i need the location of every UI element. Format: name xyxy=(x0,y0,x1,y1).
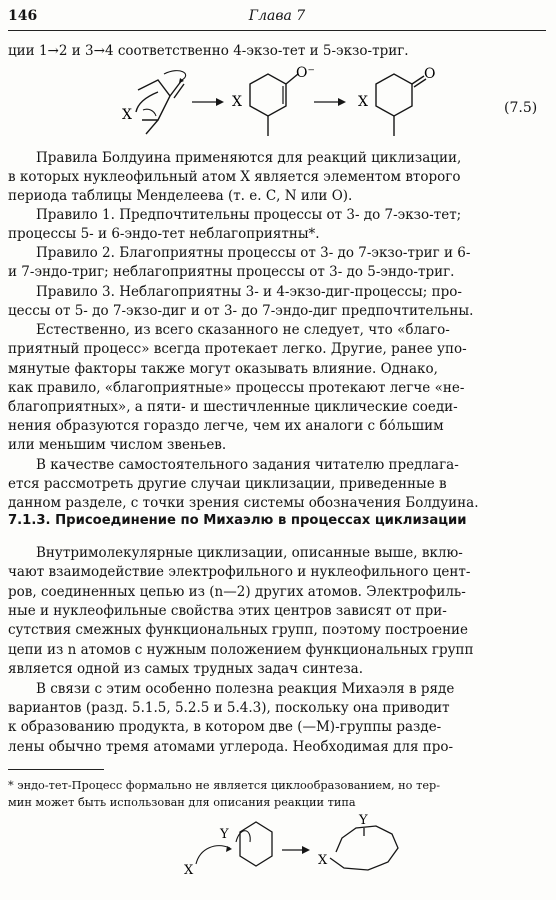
reaction-arrow-2 xyxy=(314,98,346,106)
text-line-2: Правила Болдуина применяются для реакций циклизации, xyxy=(36,150,462,166)
text-line-5: Правило 1. Предпочтительны процессы от 3- до 7-экзо-тет; xyxy=(36,207,462,223)
footnote-line-2: мин может быть использован для описания реакции типа xyxy=(8,796,356,809)
text-line-10: цессы от 5- до 7-экзо-диг и от 3- до 7-эндо-диг предпочтительны. xyxy=(8,303,474,319)
text-line-13: мянутые факторы также могут оказывать влияние. Однако, xyxy=(8,361,438,377)
text-line-1: ции 1→2 и 3→4 соответственно 4-экзо-тет и 5-экзо-триг. xyxy=(8,43,409,59)
product-oxygen: O xyxy=(424,66,436,82)
reactant-atom-x: X xyxy=(122,107,132,123)
text-line-b-7: является одной из самых трудных задач синтеза. xyxy=(8,661,364,677)
text-line-b-5: сутствия смежных функциональных групп, поэтому построение xyxy=(8,622,469,638)
text-line-b-2: чают взаимодействие электрофильного и нуклеофильного цент- xyxy=(8,564,471,580)
text-line-12: приятный процесс» всегда протекает легко. Другие, ранее упо- xyxy=(8,341,467,357)
intermediate-atom-x: X xyxy=(232,94,242,110)
footnote-reactant-atom-y: Y xyxy=(220,827,229,842)
footnote-rule xyxy=(8,769,104,770)
equation-number: (7.5) xyxy=(504,100,538,116)
page-number: 146 xyxy=(8,8,38,24)
text-line-b-10: к образованию продукта, в котором две (—M)-группы разде- xyxy=(8,719,442,735)
text-line-14: как правило, «благоприятные» процессы протекают легче «не- xyxy=(8,380,465,396)
text-line-7: Правило 2. Благоприятны процессы от 3- до 7-экзо-триг и 6- xyxy=(36,245,471,261)
text-line-b-4: ные и нуклеофильные свойства этих центров зависят от при- xyxy=(8,603,447,619)
text-line-4: периода таблицы Менделеева (т. е. С, N или О). xyxy=(8,188,353,204)
intermediate-oxygen-anion: O⁻ xyxy=(296,66,315,81)
product-atom-x: X xyxy=(358,94,368,110)
text-line-17: или меньшим числом звеньев. xyxy=(8,437,227,453)
text-line-3: в которых нуклеофильный атом X является элементом второго xyxy=(8,169,461,185)
text-line-b-1: Внутримолекулярные циклизации, описанные выше, вклю- xyxy=(36,545,463,561)
footnote-product-atom-x: X xyxy=(318,853,328,868)
text-line-8: и 7-эндо-триг; неблагоприятны процессы от 3- до 5-эндо-триг. xyxy=(8,264,455,280)
text-line-b-11: лены обычно тремя атомами углерода. Необходимая для про- xyxy=(8,739,454,755)
reaction-arrow-1 xyxy=(192,98,224,106)
footnote-reactant-atom-x: X xyxy=(184,863,194,878)
text-line-6: процессы 5- и 6-эндо-тет неблагоприятны*. xyxy=(8,226,320,242)
footnote-line-1: * эндо-тет-Процесс формально не является циклообразованием, но тер- xyxy=(8,779,441,792)
cyclic-ketone-product-structure xyxy=(376,74,426,136)
footnote-reaction-scheme xyxy=(180,814,420,890)
text-line-b-3: ров, соединенных цепью из (n—2) других атомов. Электрофиль- xyxy=(8,584,466,600)
text-line-15: благоприятных», а пяти- и шестичленные циклические соеди- xyxy=(8,399,458,415)
footnote-product-atom-y: Y xyxy=(359,814,368,828)
text-line-b-6: цепи из n атомов с нужным положением функциональных групп xyxy=(8,642,474,658)
running-head: Глава 7 xyxy=(248,8,306,24)
enolate-intermediate-structure xyxy=(250,74,298,136)
reaction-scheme-7-5 xyxy=(100,66,556,166)
text-line-20: данном разделе, с точки зрения системы обозначения Болдуина. xyxy=(8,495,479,511)
section-heading: 7.1.3. Присоединение по Михаэлю в процессах циклизации xyxy=(8,513,467,528)
text-line-b-9: вариантов (разд. 5.1.5, 5.2.5 и 5.4.3), поскольку она приводит xyxy=(8,700,450,716)
text-line-11: Естественно, из всего сказанного не следует, что «благо- xyxy=(36,322,450,338)
footnote-product-structure xyxy=(330,826,398,870)
page-header xyxy=(8,8,546,31)
text-line-b-8: В связи с этим особенно полезна реакция Михаэля в ряде xyxy=(36,681,455,697)
text-line-19: ется рассмотреть другие случаи циклизации, приведенные в xyxy=(8,476,447,492)
text-line-18: В качестве самостоятельного задания читателю предлага- xyxy=(36,457,459,473)
footnote-reactant-structure xyxy=(196,822,272,866)
text-line-9: Правило 3. Неблагоприятны 3- и 4-экзо-диг-процессы; про- xyxy=(36,284,462,300)
footnote-reaction-arrow xyxy=(282,846,310,854)
text-line-16: нения образуются гораздо легче, чем их аналоги с бо́льшим xyxy=(8,418,444,434)
reactant-structure xyxy=(136,71,186,134)
